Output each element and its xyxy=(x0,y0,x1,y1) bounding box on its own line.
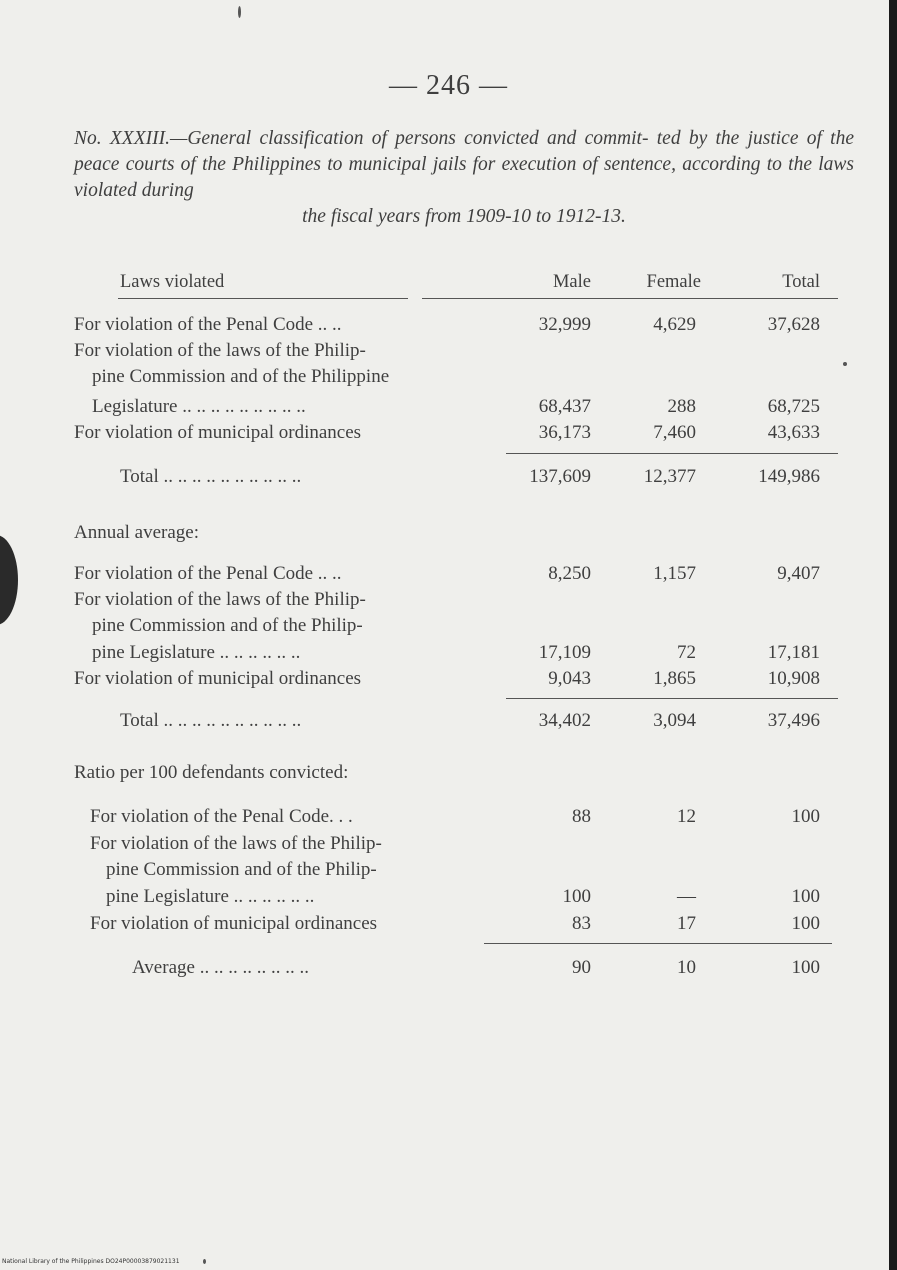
row-label: pine Commission and of the Philip- xyxy=(106,859,377,880)
table-row-continued xyxy=(0,366,897,392)
scan-speck xyxy=(203,1259,206,1264)
row-label: pine Commission and of the Philip- xyxy=(92,615,363,636)
col-header-total: Total xyxy=(782,272,820,292)
col-header-laws: Laws violated xyxy=(120,272,225,292)
total-value: 100 xyxy=(791,806,820,827)
total-row xyxy=(0,710,897,736)
header-rule-left xyxy=(118,298,408,299)
female-value: 3,094 xyxy=(653,710,696,731)
section-heading-ratio: Ratio per 100 defendants convicted: xyxy=(74,762,349,783)
table-row-continued xyxy=(0,589,897,615)
male-value: 36,173 xyxy=(538,422,591,443)
table-row-continued xyxy=(0,859,897,885)
table-row xyxy=(0,422,897,448)
table-row xyxy=(0,396,897,422)
female-value: 288 xyxy=(667,396,696,417)
caption-line: No. XXXIII.—General classification of persons convicted and commit- xyxy=(74,128,649,149)
total-value: 100 xyxy=(791,913,820,934)
male-value: 34,402 xyxy=(538,710,591,731)
total-value: 10,908 xyxy=(767,668,820,689)
female-value: 17 xyxy=(677,913,696,934)
table-row xyxy=(0,913,897,939)
total-value: 43,633 xyxy=(767,422,820,443)
female-value: 7,460 xyxy=(653,422,696,443)
archive-footer-note: National Library of the Philippines DO24P00003879021131 xyxy=(2,1258,180,1265)
female-value: 1,157 xyxy=(653,563,696,584)
subtotal-rule xyxy=(506,698,838,699)
male-value: 8,250 xyxy=(548,563,591,584)
total-value: 37,496 xyxy=(767,710,820,731)
female-value: 12,377 xyxy=(643,466,696,487)
row-label: Legislature .. .. .. .. .. .. .. .. .. xyxy=(92,396,306,417)
total-value: 100 xyxy=(791,886,820,907)
row-label: Average .. .. .. .. .. .. .. .. xyxy=(132,957,309,978)
row-label: For violation of municipal ordinances xyxy=(74,422,362,443)
caption-line: ted by the justice of the peace courts of the Philippines to municipal xyxy=(74,128,854,175)
header-rule-right xyxy=(422,298,838,299)
row-label: Total .. .. .. .. .. .. .. .. .. .. xyxy=(120,710,302,731)
col-header-female: Female xyxy=(646,272,701,292)
subtotal-rule xyxy=(484,943,832,944)
table-row xyxy=(0,642,897,668)
total-row xyxy=(0,466,897,492)
row-label: For violation of the Penal Code. . . xyxy=(90,806,353,827)
total-value: 17,181 xyxy=(767,642,820,663)
table-row xyxy=(0,314,897,340)
table-row xyxy=(0,806,897,832)
row-label: For violation of the Penal Code .. .. xyxy=(74,314,342,335)
male-value: 9,043 xyxy=(548,668,591,689)
row-label: For violation of the laws of the Philip- xyxy=(90,833,382,854)
row-label: pine Legislature .. .. .. .. .. .. xyxy=(92,642,301,663)
page-number: — 246 — xyxy=(389,70,508,101)
scan-speck xyxy=(238,6,241,18)
male-value: 68,437 xyxy=(538,396,591,417)
col-header-male: Male xyxy=(552,272,591,292)
female-value: — xyxy=(677,886,696,907)
female-value: 4,629 xyxy=(653,314,696,335)
section-heading-annual: Annual average: xyxy=(74,522,200,543)
row-label: pine Legislature .. .. .. .. .. .. xyxy=(106,886,315,907)
subtotal-rule xyxy=(506,453,838,454)
table-row-continued xyxy=(0,340,897,366)
row-label: Total .. .. .. .. .. .. .. .. .. .. xyxy=(120,466,302,487)
female-value: 10 xyxy=(677,957,696,978)
total-value: 68,725 xyxy=(767,396,820,417)
male-value: 90 xyxy=(572,957,591,978)
male-value: 100 xyxy=(562,886,591,907)
total-value: 37,628 xyxy=(767,314,820,335)
row-label: For violation of municipal ordinances xyxy=(90,913,378,934)
row-label: For violation of the Penal Code .. .. xyxy=(74,563,342,584)
table-row xyxy=(0,668,897,694)
female-value: 72 xyxy=(677,642,696,663)
male-value: 17,109 xyxy=(538,642,591,663)
caption-line: the fiscal years from 1909-10 to 1912-13. xyxy=(302,206,626,227)
row-label: For violation of municipal ordinances xyxy=(74,668,362,689)
total-value: 100 xyxy=(791,957,820,978)
table-row xyxy=(0,563,897,589)
male-value: 88 xyxy=(572,806,591,827)
total-value: 149,986 xyxy=(758,466,820,487)
caption-line: jails for execution of sentence, according to the laws violated during xyxy=(74,154,854,201)
table-row-continued xyxy=(0,833,897,859)
row-label: For violation of the laws of the Philip- xyxy=(74,589,366,610)
total-value: 9,407 xyxy=(777,563,820,584)
row-label: pine Commission and of the Philippine xyxy=(92,366,390,387)
female-value: 1,865 xyxy=(653,668,696,689)
table-row xyxy=(0,886,897,912)
table-row-continued xyxy=(0,615,897,641)
row-label: For violation of the laws of the Philip- xyxy=(74,340,366,361)
female-value: 12 xyxy=(677,806,696,827)
male-value: 83 xyxy=(572,913,591,934)
male-value: 32,999 xyxy=(538,314,591,335)
male-value: 137,609 xyxy=(529,466,591,487)
total-row xyxy=(0,957,897,983)
table-caption xyxy=(74,126,854,230)
